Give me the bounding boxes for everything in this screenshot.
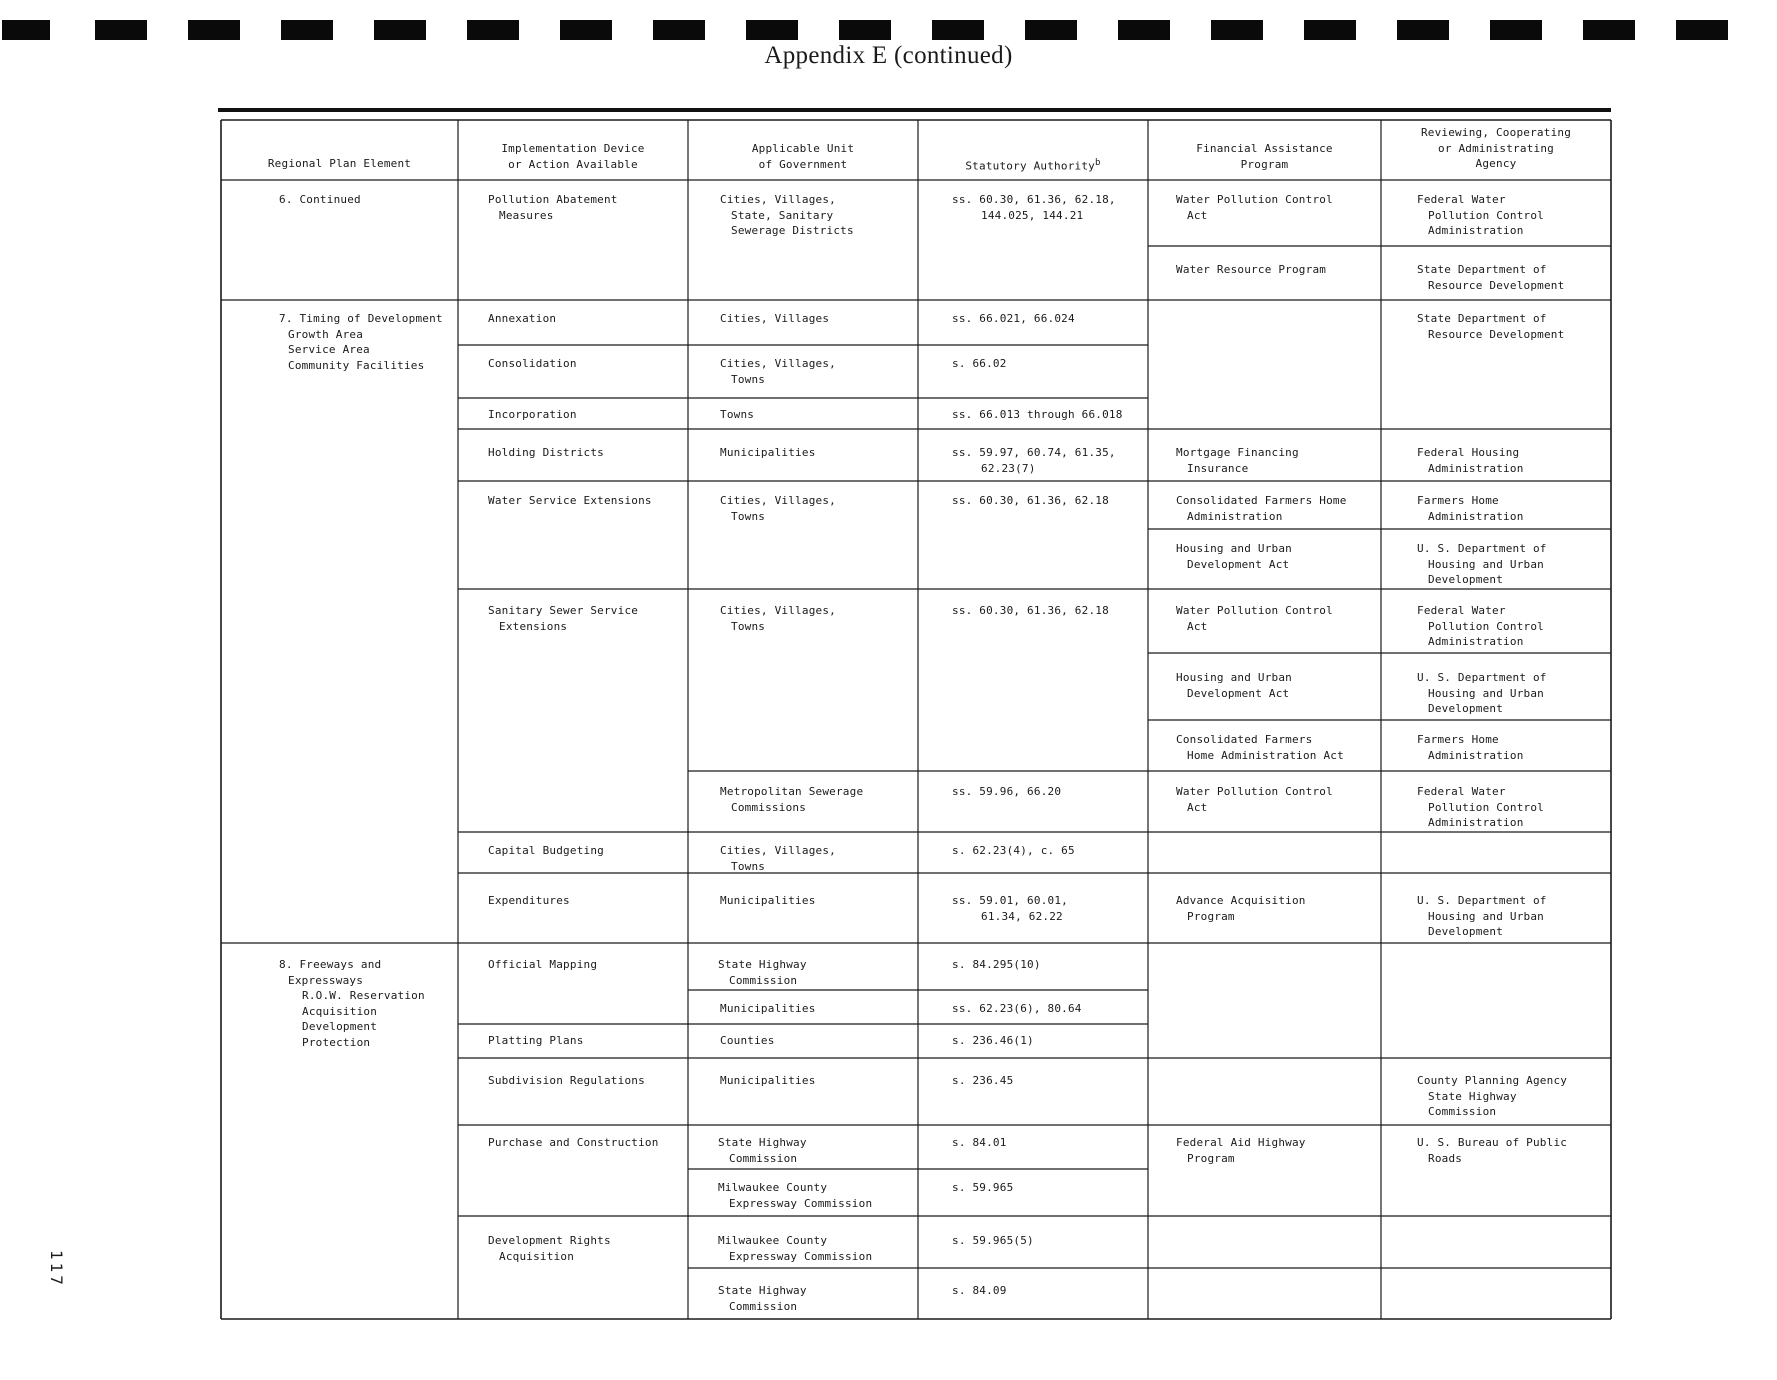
device-development-rights-line: Development Rights (488, 1234, 611, 1247)
header-regional-plan-element (221, 156, 458, 172)
unit-annexation (720, 311, 829, 327)
agency-fwpca-2 (1417, 603, 1544, 650)
unit-pollution-line: State, Sanitary (731, 208, 834, 222)
program-farmers-home-2-line: Consolidated Farmers (1176, 733, 1313, 746)
header-applicable-unit-line: of Government (758, 157, 848, 171)
device-purchase-construction-line: Purchase and Construction (488, 1136, 659, 1149)
device-development-rights-line: Acquisition (499, 1249, 575, 1263)
device-platting-plans-line: Platting Plans (488, 1034, 584, 1047)
agency-hud-1-line: Housing and Urban (1428, 557, 1544, 571)
unit-rights-state-line: State Highway (718, 1284, 807, 1297)
statute-incorporation-line: ss. 66.013 through 66.018 (952, 408, 1123, 421)
agency-federal-housing (1417, 445, 1524, 476)
statute-sewer (952, 603, 1109, 619)
device-water-service (488, 493, 652, 509)
device-holding-districts (488, 445, 604, 461)
statute-purchase-state-line: s. 84.01 (952, 1136, 1007, 1149)
statute-holding-line: 62.23(7) (981, 461, 1036, 475)
agency-county-planning-line: Commission (1428, 1105, 1497, 1118)
unit-rights-milwaukee (718, 1233, 872, 1264)
header-applicable-unit (688, 141, 918, 172)
element-8-line: R.O.W. Reservation (302, 989, 425, 1002)
agency-county-planning (1417, 1073, 1567, 1120)
statute-consolidation (952, 356, 1007, 372)
statute-capital-line: s. 62.23(4), c. 65 (952, 844, 1075, 857)
program-water-pollution-1-line: Water Pollution Control (1176, 193, 1333, 206)
device-annexation (488, 311, 556, 327)
unit-pollution-line: Cities, Villages, (720, 193, 836, 206)
unit-subdivision-line: Municipalities (720, 1074, 816, 1087)
agency-fwpca-3-line: Federal Water (1417, 785, 1506, 798)
program-mortgage-financing-line: Insurance (1187, 461, 1249, 475)
header-statutory-authority (918, 156, 1148, 174)
device-capital-budgeting (488, 843, 604, 859)
program-federal-aid-highway-line: Federal Aid Highway (1176, 1136, 1306, 1149)
device-annexation-line: Annexation (488, 312, 557, 325)
unit-consolidation-line: Towns (731, 372, 766, 386)
agency-farmers-home-1 (1417, 493, 1524, 524)
element-6-line: 6. Continued (279, 193, 361, 206)
agency-farmers-home-1-line: Farmers Home (1417, 494, 1499, 507)
device-sanitary-sewer-line: Extensions (499, 619, 568, 633)
header-financial-assistance (1148, 141, 1381, 172)
unit-expenditures-line: Municipalities (720, 894, 816, 907)
unit-rights-state (718, 1283, 807, 1314)
unit-consolidation-line: Cities, Villages, (720, 357, 836, 370)
statute-expenditures-line: ss. 59.01, 60.01, (952, 894, 1068, 907)
agency-hud-3 (1417, 893, 1547, 940)
agency-fwpca-3-line: Pollution Control (1428, 800, 1544, 814)
agency-fwpca-2-line: Administration (1428, 635, 1524, 648)
unit-sewer-line: Cities, Villages, (720, 604, 836, 617)
agency-farmers-home-1-line: Administration (1428, 509, 1524, 523)
unit-consolidation (720, 356, 836, 387)
program-mortgage-financing (1176, 445, 1299, 476)
agency-federal-housing-line: Federal Housing (1417, 446, 1520, 459)
program-water-pollution-1 (1176, 192, 1333, 223)
agency-bureau-public-roads (1417, 1135, 1567, 1166)
unit-annexation-line: Cities, Villages (720, 312, 830, 325)
program-advance-acquisition (1176, 893, 1306, 924)
statute-water-line: ss. 60.30, 61.36, 62.18 (952, 494, 1109, 507)
program-farmers-home-1-line: Administration (1187, 509, 1283, 523)
unit-platting (720, 1033, 775, 1049)
element-7 (279, 311, 443, 373)
unit-mapping-muni-line: Municipalities (720, 1002, 816, 1015)
statute-pollution-line: ss. 60.30, 61.36, 62.18, (952, 193, 1116, 206)
program-water-resource-line: Water Resource Program (1176, 263, 1327, 276)
device-expenditures-line: Expenditures (488, 894, 570, 907)
statute-rights-state (952, 1283, 1007, 1299)
device-pollution-abatement-line: Measures (499, 208, 554, 222)
element-7-line: Service Area (288, 343, 370, 356)
unit-metro-sewerage-line: Metropolitan Sewerage (720, 785, 864, 798)
program-housing-urban-1 (1176, 541, 1292, 572)
element-7-line: Growth Area (288, 327, 364, 341)
statute-subdivision (952, 1073, 1013, 1089)
agency-hud-3-line: Housing and Urban (1428, 909, 1544, 923)
agency-hud-2 (1417, 670, 1547, 717)
statute-platting-line: s. 236.46(1) (952, 1034, 1034, 1047)
unit-metro-sewerage (720, 784, 863, 815)
element-6 (279, 192, 361, 208)
unit-subdivision (720, 1073, 816, 1089)
statute-purchase-milwaukee-line: s. 59.965 (952, 1181, 1014, 1194)
header-implementation-device-line: or Action Available (508, 157, 638, 171)
unit-purchase-state-line: State Highway (718, 1136, 807, 1149)
statute-purchase-milwaukee (952, 1180, 1013, 1196)
program-housing-urban-1-line: Development Act (1187, 557, 1290, 571)
agency-farmers-home-2-line: Administration (1428, 748, 1524, 762)
program-housing-urban-2 (1176, 670, 1292, 701)
program-federal-aid-highway-line: Program (1187, 1151, 1235, 1165)
unit-pollution-line: Sewerage Districts (731, 224, 854, 237)
program-advance-acquisition-line: Advance Acquisition (1176, 894, 1306, 907)
device-purchase-construction (488, 1135, 659, 1151)
program-housing-urban-2-line: Development Act (1187, 686, 1290, 700)
agency-state-resource-2 (1417, 311, 1564, 342)
statute-expenditures-line: 61.34, 62.22 (981, 909, 1063, 923)
statute-rights-milwaukee (952, 1233, 1034, 1249)
agency-hud-2-line: U. S. Department of (1417, 671, 1547, 684)
header-reviewing-agency-line: Reviewing, Cooperating (1420, 126, 1572, 139)
device-holding-districts-line: Holding Districts (488, 446, 604, 459)
statute-pollution (952, 192, 1116, 223)
device-consolidation (488, 356, 577, 372)
program-farmers-home-1 (1176, 493, 1347, 524)
unit-rights-milwaukee-line: Milwaukee County (718, 1234, 828, 1247)
statute-water (952, 493, 1109, 509)
device-incorporation (488, 407, 577, 423)
element-8-line: 8. Freeways and (279, 958, 382, 971)
unit-incorporation (720, 407, 754, 423)
statute-mapping-state (952, 957, 1041, 973)
element-7-line: Community Facilities (288, 358, 425, 372)
device-consolidation-line: Consolidation (488, 357, 577, 370)
unit-rights-state-line: Commission (729, 1299, 798, 1313)
statute-metro (952, 784, 1061, 800)
statute-mapping-muni (952, 1001, 1082, 1017)
agency-state-resource-1-line: State Department of (1417, 263, 1547, 276)
program-housing-urban-1-line: Housing and Urban (1176, 542, 1292, 555)
device-official-mapping-line: Official Mapping (488, 958, 598, 971)
program-water-pollution-1-line: Act (1187, 208, 1208, 222)
agency-hud-3-line: Development (1428, 925, 1504, 938)
unit-holding-line: Municipalities (720, 446, 816, 459)
unit-sewer (720, 603, 836, 634)
agency-hud-1-line: Development (1428, 573, 1504, 586)
page-title: Appendix E (continued) (764, 42, 1013, 69)
device-sanitary-sewer-line: Sanitary Sewer Service (488, 604, 639, 617)
element-8-line: Development (302, 1020, 378, 1033)
device-water-service-line: Water Service Extensions (488, 494, 652, 507)
agency-county-planning-line: County Planning Agency (1417, 1074, 1568, 1087)
program-water-pollution-2 (1176, 603, 1333, 634)
unit-metro-sewerage-line: Commissions (731, 800, 807, 814)
agency-hud-3-line: U. S. Department of (1417, 894, 1547, 907)
unit-water-line: Towns (731, 509, 766, 523)
program-federal-aid-highway (1176, 1135, 1306, 1166)
unit-purchase-milwaukee (718, 1180, 872, 1211)
unit-water-line: Cities, Villages, (720, 494, 836, 507)
program-water-resource (1176, 262, 1326, 278)
header-regional-plan-element-line: Regional Plan Element (267, 157, 412, 170)
device-official-mapping (488, 957, 597, 973)
header-reviewing-agency-line: or Administrating (1438, 141, 1554, 155)
agency-fwpca-3 (1417, 784, 1544, 831)
unit-purchase-milwaukee-line: Milwaukee County (718, 1181, 828, 1194)
program-housing-urban-2-line: Housing and Urban (1176, 671, 1292, 684)
header-applicable-unit-line: Applicable Unit (751, 142, 855, 155)
device-subdivision-line: Subdivision Regulations (488, 1074, 645, 1087)
agency-farmers-home-2 (1417, 732, 1524, 763)
element-8-line: Acquisition (302, 1004, 378, 1018)
agency-hud-2-line: Housing and Urban (1428, 686, 1544, 700)
agency-bureau-public-roads-line: Roads (1428, 1151, 1463, 1165)
statute-mapping-muni-line: ss. 62.23(6), 80.64 (952, 1002, 1082, 1015)
device-expenditures (488, 893, 570, 909)
statute-capital (952, 843, 1075, 859)
unit-sewer-line: Towns (731, 619, 766, 633)
program-farmers-home-1-line: Consolidated Farmers Home (1176, 494, 1347, 507)
agency-fwpca-2-line: Federal Water (1417, 604, 1506, 617)
agency-fwpca-2-line: Pollution Control (1428, 619, 1544, 633)
statute-metro-line: ss. 59.96, 66.20 (952, 785, 1062, 798)
statute-holding (952, 445, 1116, 476)
agency-federal-housing-line: Administration (1428, 461, 1524, 475)
element-8-line: Expressways (288, 973, 364, 987)
footnote-marker: b (1095, 158, 1101, 168)
element-7-line: 7. Timing of Development (279, 312, 443, 325)
statute-platting (952, 1033, 1034, 1049)
header-implementation-device-line: Implementation Device (501, 142, 645, 155)
statute-annexation (952, 311, 1075, 327)
header-implementation-device (458, 141, 688, 172)
program-water-pollution-2-line: Water Pollution Control (1176, 604, 1333, 617)
statute-pollution-line: 144.025, 144.21 (981, 208, 1084, 222)
unit-capital (720, 843, 836, 874)
agency-state-resource-2-line: Resource Development (1428, 327, 1565, 341)
program-advance-acquisition-line: Program (1187, 909, 1235, 923)
unit-rights-milwaukee-line: Expressway Commission (729, 1249, 873, 1263)
header-financial-assistance-line: Financial Assistance (1196, 142, 1333, 155)
unit-purchase-state-line: Commission (729, 1151, 798, 1165)
statute-subdivision-line: s. 236.45 (952, 1074, 1014, 1087)
device-platting-plans (488, 1033, 584, 1049)
header-reviewing-agency (1381, 125, 1611, 172)
statute-holding-line: ss. 59.97, 60.74, 61.35, (952, 446, 1116, 459)
program-water-pollution-3 (1176, 784, 1333, 815)
unit-capital-line: Towns (731, 859, 766, 873)
statute-annexation-line: ss. 66.021, 66.024 (952, 312, 1075, 325)
unit-water (720, 493, 836, 524)
device-incorporation-line: Incorporation (488, 408, 577, 421)
unit-purchase-state (718, 1135, 807, 1166)
agency-bureau-public-roads-line: U. S. Bureau of Public (1417, 1136, 1568, 1149)
program-mortgage-financing-line: Mortgage Financing (1176, 446, 1299, 459)
agency-fwpca-1-line: Pollution Control (1428, 208, 1544, 222)
statute-expenditures (952, 893, 1068, 924)
program-farmers-home-2 (1176, 732, 1344, 763)
program-water-pollution-3-line: Water Pollution Control (1176, 785, 1333, 798)
program-water-pollution-3-line: Act (1187, 800, 1208, 814)
element-8 (279, 957, 425, 1050)
unit-platting-line: Counties (720, 1034, 775, 1047)
program-water-pollution-2-line: Act (1187, 619, 1208, 633)
agency-state-resource-1 (1417, 262, 1564, 293)
device-pollution-abatement (488, 192, 618, 223)
unit-mapping-state-line: Commission (729, 973, 798, 987)
header-statutory-authority-line: Statutory Authority$^b$ (965, 158, 1101, 173)
statute-consolidation-line: s. 66.02 (952, 357, 1007, 370)
device-development-rights (488, 1233, 611, 1264)
agency-fwpca-1-line: Administration (1428, 224, 1524, 237)
device-sanitary-sewer (488, 603, 638, 634)
statute-incorporation (952, 407, 1123, 423)
statute-rights-milwaukee-line: s. 59.965(5) (952, 1234, 1034, 1247)
unit-holding (720, 445, 816, 461)
unit-purchase-milwaukee-line: Expressway Commission (729, 1196, 873, 1210)
statute-purchase-state (952, 1135, 1007, 1151)
program-farmers-home-2-line: Home Administration Act (1187, 748, 1344, 762)
device-subdivision (488, 1073, 645, 1089)
agency-fwpca-1-line: Federal Water (1417, 193, 1506, 206)
header-reviewing-agency-line: Agency (1475, 157, 1517, 170)
agency-county-planning-line: State Highway (1428, 1089, 1517, 1103)
page-number: 117 (47, 1250, 66, 1288)
agency-state-resource-1-line: Resource Development (1428, 278, 1565, 292)
header-financial-assistance-line: Program (1240, 157, 1289, 171)
element-8-line: Protection (302, 1035, 371, 1049)
unit-capital-line: Cities, Villages, (720, 844, 836, 857)
unit-mapping-state (718, 957, 807, 988)
agency-fwpca-3-line: Administration (1428, 816, 1524, 829)
device-capital-budgeting-line: Capital Budgeting (488, 844, 604, 857)
unit-mapping-state-line: State Highway (718, 958, 807, 971)
agency-hud-1-line: U. S. Department of (1417, 542, 1547, 555)
statute-mapping-state-line: s. 84.295(10) (952, 958, 1041, 971)
agency-fwpca-1 (1417, 192, 1544, 239)
device-pollution-abatement-line: Pollution Abatement (488, 193, 618, 206)
unit-incorporation-line: Towns (720, 408, 755, 421)
unit-pollution (720, 192, 854, 239)
unit-mapping-muni (720, 1001, 816, 1017)
statute-rights-state-line: s. 84.09 (952, 1284, 1007, 1297)
statute-sewer-line: ss. 60.30, 61.36, 62.18 (952, 604, 1109, 617)
agency-hud-2-line: Development (1428, 702, 1504, 715)
agency-state-resource-2-line: State Department of (1417, 312, 1547, 325)
agency-hud-1 (1417, 541, 1547, 588)
agency-farmers-home-2-line: Farmers Home (1417, 733, 1499, 746)
unit-expenditures (720, 893, 816, 909)
